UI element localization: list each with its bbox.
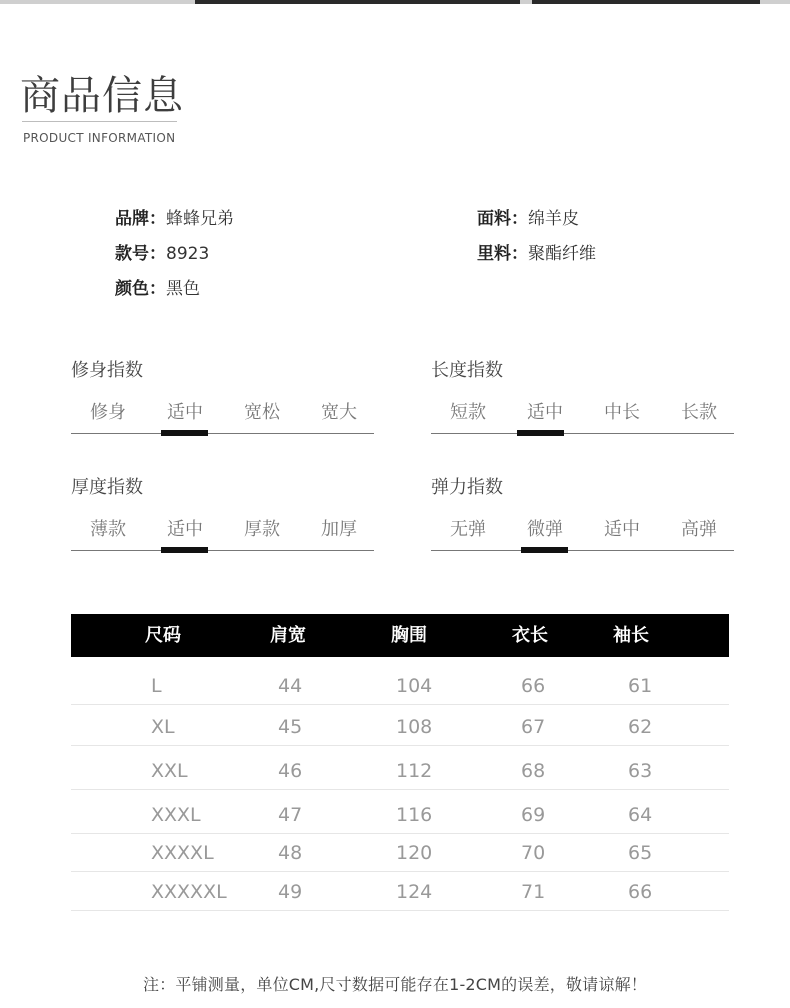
cell-size: XL <box>151 716 175 738</box>
cell-length: 71 <box>521 881 546 903</box>
scale-axis <box>71 433 374 434</box>
table-row <box>71 842 729 872</box>
length-index-scale <box>431 356 734 436</box>
row-divider <box>71 871 729 872</box>
cell-length: 69 <box>521 804 546 826</box>
cell-length: 66 <box>521 675 546 697</box>
cell-chest: 120 <box>396 842 433 864</box>
scale-selected-marker <box>517 430 564 436</box>
cell-size: XXXXXL <box>151 881 227 903</box>
cell-length: 70 <box>521 842 546 864</box>
cell-size: L <box>151 675 162 697</box>
scale-option: 厚款 <box>244 519 280 540</box>
scale-option: 加厚 <box>321 519 357 540</box>
scale-axis <box>431 433 734 434</box>
attr-label: 款号： <box>115 244 166 264</box>
attr-label: 颜色： <box>115 279 166 299</box>
scale-title: 厚度指数 <box>71 477 143 498</box>
scale-title: 修身指数 <box>71 360 143 381</box>
attr-color <box>115 274 200 299</box>
scale-option: 适中 <box>167 519 203 540</box>
title-divider <box>22 121 177 122</box>
scale-selected-marker <box>521 547 568 553</box>
cell-shoulder: 49 <box>278 881 303 903</box>
cell-length: 68 <box>521 760 546 782</box>
scale-option: 适中 <box>604 519 640 540</box>
scale-option: 宽松 <box>244 402 280 423</box>
column-header-chest: 胸围 <box>391 625 427 646</box>
cell-sleeve: 63 <box>628 760 653 782</box>
cell-shoulder: 45 <box>278 716 303 738</box>
attr-label: 品牌： <box>115 209 166 229</box>
cell-chest: 116 <box>396 804 433 826</box>
cell-size: XXXXL <box>151 842 214 864</box>
cell-sleeve: 61 <box>628 675 653 697</box>
scale-axis <box>71 550 374 551</box>
attr-model <box>115 239 209 264</box>
attr-value: 聚酯纤维 <box>528 244 596 264</box>
cell-shoulder: 46 <box>278 760 303 782</box>
cell-chest: 112 <box>396 760 433 782</box>
scale-selected-marker <box>161 547 208 553</box>
column-header-size: 尺码 <box>145 625 181 646</box>
column-header-length: 衣长 <box>512 625 548 646</box>
attr-label: 面料： <box>477 209 528 229</box>
scale-title: 弹力指数 <box>431 477 503 498</box>
row-divider <box>71 745 729 746</box>
row-divider <box>71 910 729 911</box>
table-row <box>71 675 729 705</box>
cell-sleeve: 66 <box>628 881 653 903</box>
attr-value: 黑色 <box>166 279 200 299</box>
column-header-shoulder: 肩宽 <box>270 625 306 646</box>
cell-sleeve: 64 <box>628 804 653 826</box>
elasticity-index-scale <box>431 473 734 553</box>
cell-sleeve: 62 <box>628 716 653 738</box>
cell-chest: 104 <box>396 675 433 697</box>
measurement-note: 注：平铺测量，单位CM,尺寸数据可能存在1-2CM的误差，敬请谅解！ <box>143 975 647 994</box>
scale-title: 长度指数 <box>431 360 503 381</box>
row-divider <box>71 789 729 790</box>
scale-option: 适中 <box>527 402 563 423</box>
column-header-sleeve: 袖长 <box>613 625 649 646</box>
attr-label: 里料： <box>477 244 528 264</box>
scale-option: 中长 <box>604 402 640 423</box>
scale-option: 修身 <box>90 402 126 423</box>
cell-size: XXXL <box>151 804 201 826</box>
cell-size: XXL <box>151 760 188 782</box>
scale-option: 无弹 <box>450 519 486 540</box>
cell-sleeve: 65 <box>628 842 653 864</box>
table-row <box>71 804 729 834</box>
cell-shoulder: 44 <box>278 675 303 697</box>
scale-option: 短款 <box>450 402 486 423</box>
row-divider <box>71 704 729 705</box>
scale-option: 微弹 <box>527 519 563 540</box>
scale-option: 长款 <box>681 402 717 423</box>
fit-index-scale <box>71 356 374 436</box>
cell-chest: 108 <box>396 716 433 738</box>
strip-highlight <box>0 0 195 4</box>
attr-value: 绵羊皮 <box>528 209 579 229</box>
scale-option: 高弹 <box>681 519 717 540</box>
cell-shoulder: 48 <box>278 842 303 864</box>
section-subtitle: PRODUCT INFORMATION <box>23 131 176 145</box>
strip-highlight <box>760 0 790 4</box>
scale-option: 薄款 <box>90 519 126 540</box>
row-divider <box>71 833 729 834</box>
section-title: 商品信息 <box>20 73 184 119</box>
table-row <box>71 760 729 790</box>
attr-fabric <box>477 204 579 229</box>
table-row <box>71 716 729 746</box>
attr-brand <box>115 204 234 229</box>
top-photo-strip <box>0 0 790 4</box>
cell-shoulder: 47 <box>278 804 303 826</box>
scale-axis <box>431 550 734 551</box>
size-table-header <box>71 614 729 657</box>
scale-option: 宽大 <box>321 402 357 423</box>
attr-value: 8923 <box>166 244 210 264</box>
strip-highlight <box>520 0 532 4</box>
scale-option: 适中 <box>167 402 203 423</box>
cell-length: 67 <box>521 716 546 738</box>
table-row <box>71 881 729 911</box>
attr-value: 蜂蜂兄弟 <box>166 209 234 229</box>
attr-lining <box>477 239 596 264</box>
scale-selected-marker <box>161 430 208 436</box>
thickness-index-scale <box>71 473 374 553</box>
cell-chest: 124 <box>396 881 433 903</box>
